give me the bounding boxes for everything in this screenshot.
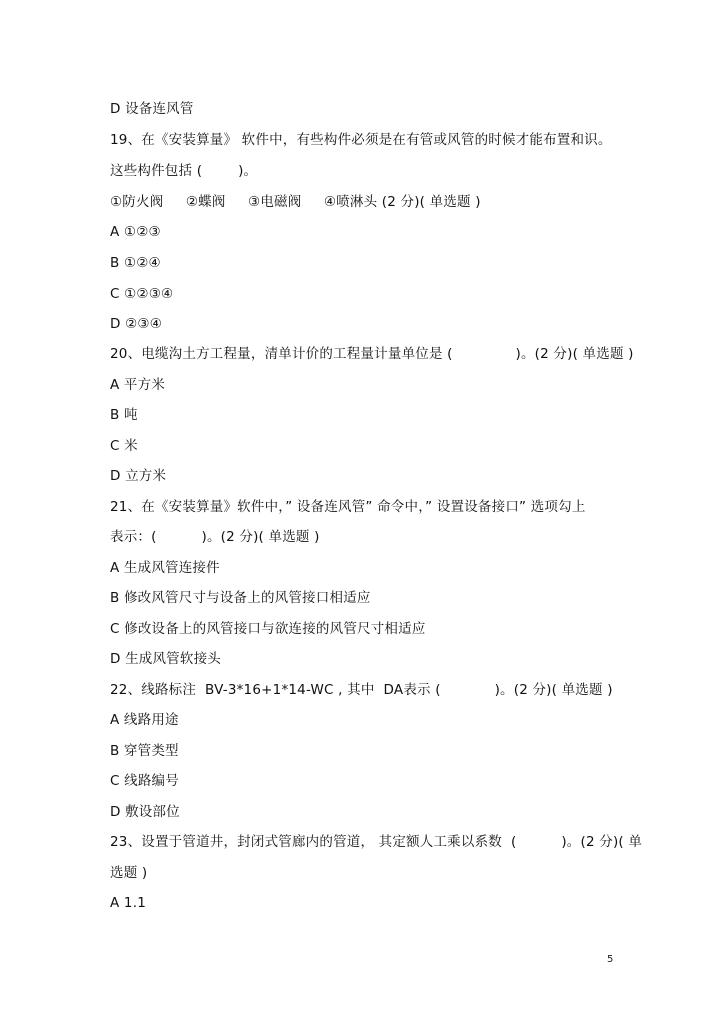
option-line-q19-d: D ②③④ [110,316,162,332]
option-line-q21-b: B 修改风管尺寸与设备上的风管接口相适应 [110,590,371,606]
question-23-line-2: 选题 ) [110,865,148,881]
page-number: 5 [607,954,614,965]
option-line-q20-d: D 立方米 [110,468,167,484]
option-line-q18-d: D 设备连风管 [110,101,194,117]
question-21-line-1: 21、在《安装算量》软件中，” 设备连风管” 命令中，” 设置设备接口” 选项勾上 [110,499,586,515]
question-19-line-2: 这些构件包括 ( )。 [110,163,258,179]
question-23-line-1: 23、设置于管道井，封闭式管廊内的管道， 其定额人工乘以系数 ( )。(2 分)( 单 [110,834,643,850]
question-21-line-2: 表示：( )。(2 分)( 单选题 ) [110,529,320,545]
question-22-line-1: 22、线路标注 BV-3*16+1*14-WC , 其中 DA表示 ( )。(2 分)( 单选题 ) [110,682,613,698]
option-line-q22-b: B 穿管类型 [110,743,179,759]
option-line-q20-a: A 平方米 [110,377,166,393]
option-line-q22-d: D 敷设部位 [110,804,180,820]
option-line-q22-c: C 线路编号 [110,773,179,789]
question-20-line-1: 20、电缆沟土方工程量，清单计价的工程量计量单位是 ( )。(2 分)( 单选题 ) [110,346,634,362]
option-line-q19-a: A ①②③ [110,224,161,240]
question-19-line-3: ①防火阀 ②蝶阀 ③电磁阀 ④喷淋头 (2 分)( 单选题 ) [110,194,481,210]
option-line-q21-c: C 修改设备上的风管接口与欲连接的风管尺寸相适应 [110,621,426,637]
option-line-q20-c: C 米 [110,438,138,454]
option-line-q20-b: B 吨 [110,407,138,423]
question-19-line-1: 19、在《安装算量》 软件中，有些构件必须是在有管或风管的时候才能布置和识。 [110,132,612,148]
option-line-q23-a: A 1.1 [110,895,146,911]
option-line-q22-a: A 线路用途 [110,712,179,728]
option-line-q21-a: A 生成风管连接件 [110,560,220,576]
option-line-q19-c: C ①②③④ [110,286,174,302]
option-line-q19-b: B ①②④ [110,255,161,271]
option-line-q21-d: D 生成风管软接头 [110,651,221,667]
